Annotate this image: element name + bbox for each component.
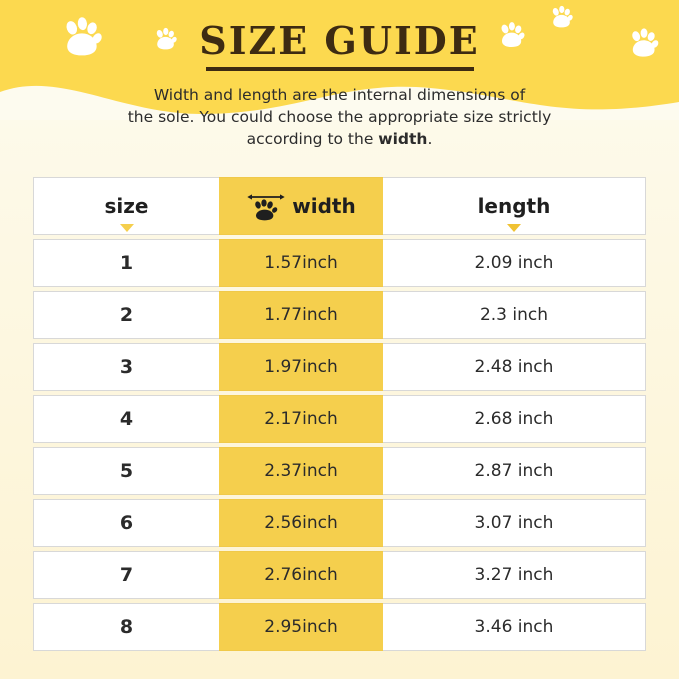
cell-length [383,603,646,651]
cell-length [383,343,646,391]
cell-length [383,551,646,599]
cell-size [33,499,219,547]
title-underline [206,67,474,71]
size-value: 3 [119,356,134,378]
column-header-width [219,177,383,235]
cell-width [219,395,383,443]
width-value: 2.95inch [264,617,338,637]
length-value: 2.87 inch [474,461,554,481]
width-measure-paw-icon [246,191,286,221]
cell-length [383,239,646,287]
table-row [33,447,646,495]
length-value: 3.46 inch [474,617,554,637]
size-value: 4 [119,408,134,430]
table-row [33,291,646,339]
cell-width [219,447,383,495]
table-header-row [33,177,646,235]
cell-width [219,239,383,287]
cell-width [219,551,383,599]
subtitle-line-2: the sole. You could choose the appropriate size strictly [127,108,552,126]
cell-length [383,291,646,339]
length-column-marker-icon [507,224,521,232]
subtitle-period: . [427,130,433,148]
table-row [33,603,646,651]
width-value: 2.56inch [264,513,338,533]
width-value: 1.77inch [264,305,338,325]
size-value: 2 [119,304,134,326]
cell-size [33,447,219,495]
size-value: 7 [119,564,134,586]
width-value: 2.76inch [264,565,338,585]
subtitle-line-1: Width and length are the internal dimensions of [153,86,526,104]
cell-length [383,395,646,443]
table-row [33,499,646,547]
size-table-body [33,177,646,651]
width-value: 2.17inch [264,409,338,429]
cell-size [33,239,219,287]
width-header-inner [220,191,382,221]
width-value: 2.37inch [264,461,338,481]
table-row [33,239,646,287]
cell-size [33,551,219,599]
length-value: 2.68 inch [474,409,554,429]
table-row [33,551,646,599]
cell-size [33,291,219,339]
length-value: 2.3 inch [479,305,548,325]
column-header-length [383,177,646,235]
size-table-wrapper [33,173,646,655]
length-value: 2.09 inch [474,253,554,273]
subtitle-line-3: according to the [246,130,379,148]
cell-width [219,603,383,651]
length-value: 3.07 inch [474,513,554,533]
length-value: 2.48 inch [474,357,554,377]
cell-width [219,343,383,391]
cell-size [33,343,219,391]
cell-length [383,499,646,547]
length-value: 3.27 inch [474,565,554,585]
column-header-size [33,177,219,235]
column-header-size-label: size [104,194,149,218]
width-value: 1.97inch [264,357,338,377]
cell-size [33,395,219,443]
table-row [33,395,646,443]
subtitle-emphasis: width [378,130,428,148]
size-column-marker-icon [120,224,134,232]
cell-length [383,447,646,495]
size-value: 8 [119,616,134,638]
cell-size [33,603,219,651]
subtitle-text [60,84,619,150]
size-value: 1 [119,252,134,274]
cell-width [219,291,383,339]
width-value: 1.57inch [264,253,338,273]
table-row [33,343,646,391]
size-value: 6 [119,512,134,534]
cell-width [219,499,383,547]
size-value: 5 [119,460,134,482]
page-title: SIZE GUIDE [199,18,480,63]
column-header-width-label: width [292,194,356,218]
column-header-length-label: length [477,194,551,218]
size-table [33,173,646,655]
